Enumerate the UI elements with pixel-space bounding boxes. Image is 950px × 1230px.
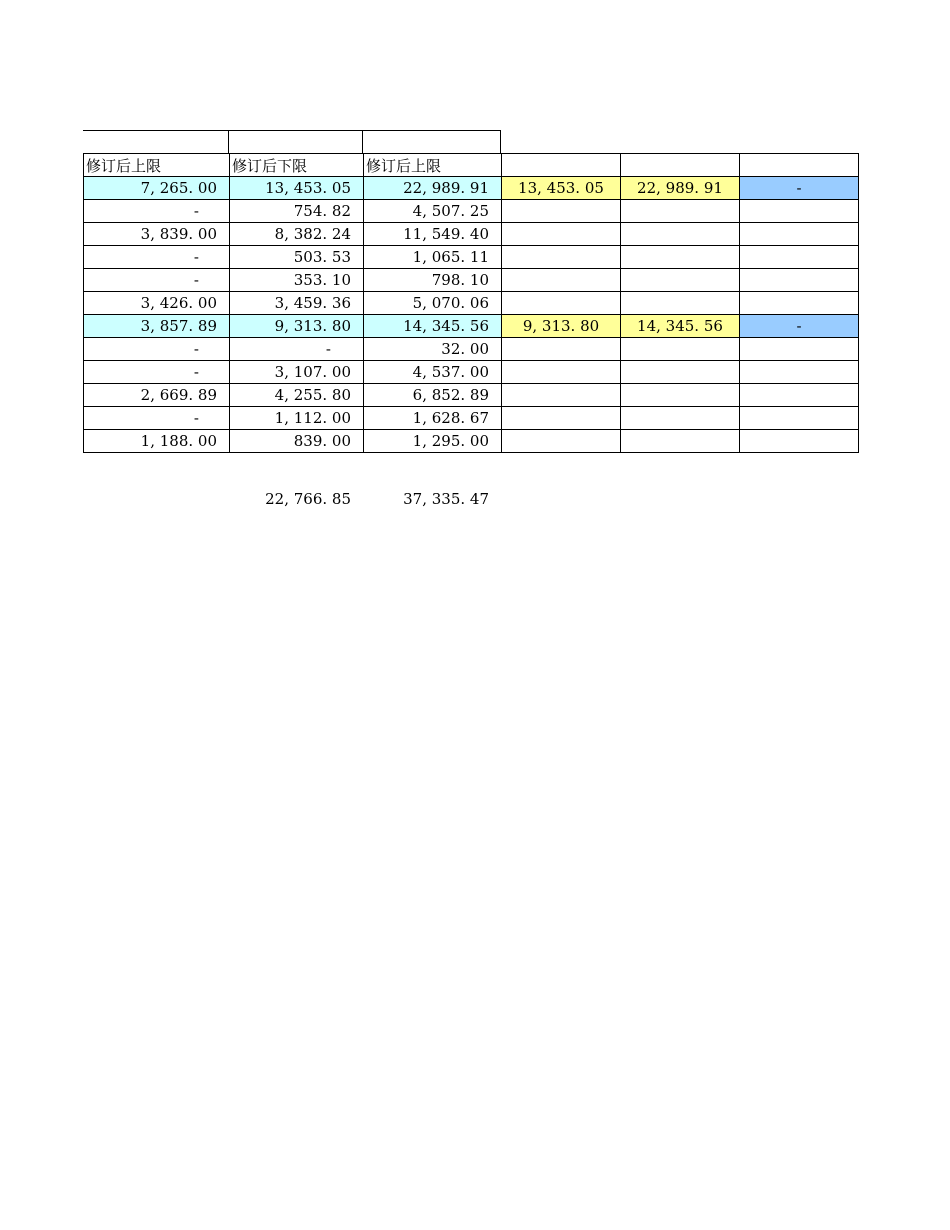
table-cell[interactable]: 7, 265. 00 [84,177,230,200]
table-cell[interactable]: - [84,407,230,430]
table-cell[interactable]: 9, 313. 80 [502,315,621,338]
table-cell[interactable]: 13, 453. 05 [502,177,621,200]
table-row [84,246,859,269]
table-row [84,361,859,384]
header-stub-cell[interactable] [83,130,229,153]
table-row [84,430,859,453]
total-upper-limit[interactable]: 37, 335. 47 [403,490,489,508]
table-cell[interactable]: 1, 188. 00 [84,430,230,453]
header-cell[interactable] [621,154,740,177]
table-cell[interactable] [621,223,740,246]
table-cell[interactable] [621,269,740,292]
table-cell[interactable] [621,384,740,407]
header-cell[interactable] [502,154,621,177]
header-stub-cell[interactable] [229,130,363,153]
table-cell[interactable]: 2, 669. 89 [84,384,230,407]
table-row [84,407,859,430]
table-row [84,292,859,315]
table-cell[interactable]: 798. 10 [364,269,502,292]
table-cell[interactable] [502,338,621,361]
table-cell[interactable]: 1, 628. 67 [364,407,502,430]
table-cell[interactable] [740,246,859,269]
table-cell[interactable] [740,223,859,246]
table-cell[interactable]: 8, 382. 24 [230,223,364,246]
table-row [84,338,859,361]
table-cell[interactable] [621,338,740,361]
table-cell[interactable] [502,223,621,246]
header-cell[interactable] [740,154,859,177]
table-cell[interactable]: 1, 295. 00 [364,430,502,453]
table-cell[interactable]: - [84,246,230,269]
header-cell[interactable]: 修订后上限 [364,154,502,177]
table-cell[interactable]: - [740,177,859,200]
header-row [84,154,859,177]
table-cell[interactable] [621,200,740,223]
table-cell[interactable] [502,246,621,269]
table-cell[interactable] [502,407,621,430]
table-cell[interactable] [502,384,621,407]
table-cell[interactable]: 1, 112. 00 [230,407,364,430]
table-cell[interactable]: 4, 507. 25 [364,200,502,223]
table-row [84,384,859,407]
table-cell[interactable] [502,430,621,453]
table-cell[interactable]: - [230,338,364,361]
table-cell[interactable]: - [84,269,230,292]
header-stub-cell[interactable] [363,130,501,153]
table-cell[interactable]: 3, 107. 00 [230,361,364,384]
table-cell[interactable]: - [84,338,230,361]
table-cell[interactable]: 32. 00 [364,338,502,361]
table-row [84,177,859,200]
table-row [84,315,859,338]
table-cell[interactable] [502,200,621,223]
table-cell[interactable]: 3, 857. 89 [84,315,230,338]
table-cell[interactable] [502,292,621,315]
table-cell[interactable]: 3, 459. 36 [230,292,364,315]
table-cell[interactable]: 14, 345. 56 [364,315,502,338]
table-cell[interactable] [740,361,859,384]
table-cell[interactable]: 11, 549. 40 [364,223,502,246]
table-row [84,200,859,223]
table-cell[interactable] [740,269,859,292]
table-cell[interactable] [502,361,621,384]
table-cell[interactable]: 4, 537. 00 [364,361,502,384]
table-cell[interactable]: 22, 989. 91 [621,177,740,200]
table-row [84,223,859,246]
header-cell[interactable]: 修订后下限 [230,154,364,177]
table-cell[interactable] [740,292,859,315]
table-cell[interactable] [740,338,859,361]
table-cell[interactable]: 353. 10 [230,269,364,292]
table-cell[interactable]: 13, 453. 05 [230,177,364,200]
data-table [83,153,859,453]
table-cell[interactable]: 4, 255. 80 [230,384,364,407]
table-cell[interactable] [621,361,740,384]
table-cell[interactable]: 3, 839. 00 [84,223,230,246]
table-cell[interactable]: 503. 53 [230,246,364,269]
table-cell[interactable]: 5, 070. 06 [364,292,502,315]
table-cell[interactable] [621,407,740,430]
header-cell[interactable]: 修订后上限 [84,154,230,177]
table-cell[interactable] [740,407,859,430]
table-cell[interactable]: 6, 852. 89 [364,384,502,407]
table-cell[interactable] [621,430,740,453]
table-cell[interactable] [740,200,859,223]
table-cell[interactable] [621,246,740,269]
table-cell[interactable]: 1, 065. 11 [364,246,502,269]
table-cell[interactable]: 22, 989. 91 [364,177,502,200]
table-cell[interactable]: - [740,315,859,338]
table-cell[interactable]: - [84,200,230,223]
table-row [84,269,859,292]
table-cell[interactable]: 14, 345. 56 [621,315,740,338]
table-cell[interactable]: 3, 426. 00 [84,292,230,315]
table-cell[interactable] [621,292,740,315]
table-cell[interactable]: 839. 00 [230,430,364,453]
table-cell[interactable]: 754. 82 [230,200,364,223]
table-cell[interactable] [740,384,859,407]
table-cell[interactable] [740,430,859,453]
table-cell[interactable]: 9, 313. 80 [230,315,364,338]
table-cell[interactable] [502,269,621,292]
table-cell[interactable]: - [84,361,230,384]
total-lower-limit[interactable]: 22, 766. 85 [265,490,351,508]
